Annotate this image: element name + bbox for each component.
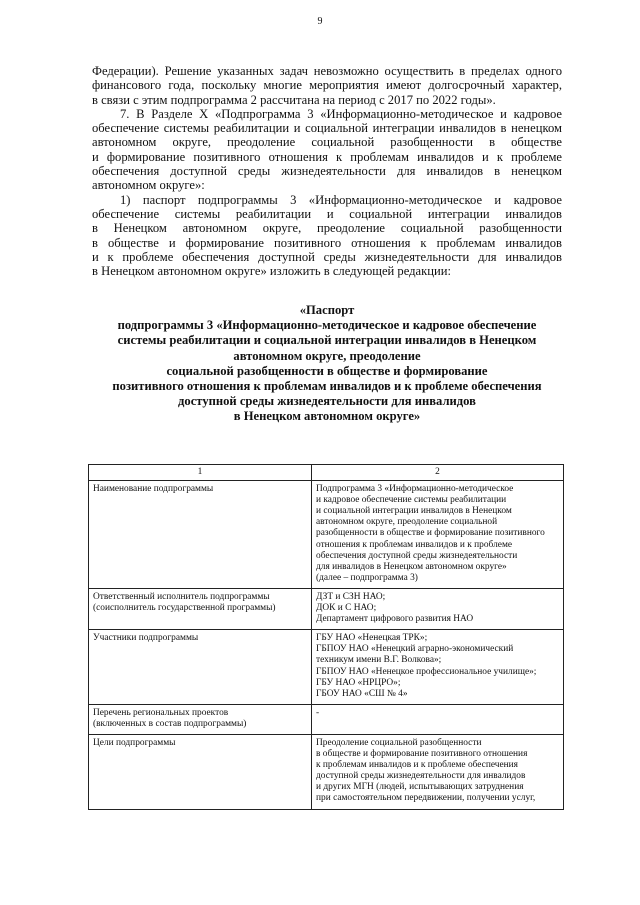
table-header-col-1: 1 <box>89 465 312 481</box>
table-body <box>89 481 564 809</box>
text-line: в Ненецком автономном округе» изложить в следующей редакции: <box>92 264 451 279</box>
passport-heading-line: в Ненецком автономном округе» <box>233 409 421 424</box>
text-line: обеспечение системы реабилитации и социальной интеграции инвалидов в ненецком <box>92 121 562 136</box>
passport-table <box>88 464 564 810</box>
row-label-line: (соисполнитель государственной программы) <box>93 603 276 614</box>
paragraph <box>92 64 562 107</box>
row-label-cell <box>89 588 312 629</box>
text-line: автономном округе, преодоление социальной разобщенности в обществе <box>92 135 562 150</box>
row-value-cell <box>312 481 564 589</box>
row-value-line: Департамент цифрового развития НАО <box>316 614 474 625</box>
text-line: в обществе и формирование позитивного отношения к проблемам инвалидов <box>92 235 562 250</box>
row-label-cell <box>89 630 312 705</box>
passport-heading-line: системы реабилитации и социальной интеграции инвалидов в Ненецком <box>117 333 537 348</box>
row-value-line: Преодоление социальной разобщенности <box>316 737 482 748</box>
row-value-line: доступной среды жизнедеятельности для инвалидов <box>316 771 526 782</box>
passport-heading-line: позитивного отношения к проблемам инвалидов и к проблеме обеспечения <box>112 379 542 394</box>
row-label-cell <box>89 704 312 734</box>
row-label-line: Цели подпрограммы <box>93 737 176 748</box>
row-value-line: обеспечения доступной среды жизнедеятельности <box>316 550 518 561</box>
row-value-line: - <box>316 707 320 718</box>
text-line: в Ненецком автономном округе, преодоление социальной разобщенности <box>92 221 562 236</box>
row-label-line: Участники подпрограммы <box>93 633 199 644</box>
row-value-line: отношения к проблемам инвалидов и к проблеме <box>316 539 513 550</box>
table-row <box>89 588 564 629</box>
row-value-line: ДОК и С НАО; <box>316 603 377 614</box>
row-value-line: Подпрограмма 3 «Информационно-методическое <box>316 484 514 495</box>
row-value-cell <box>312 734 564 809</box>
table-row <box>89 704 564 734</box>
row-value-line: в обществе и формирование позитивного отношения <box>316 749 528 760</box>
row-label-line: Перечень региональных проектов <box>93 707 229 718</box>
passport-heading-line: доступной среды жизнедеятельности для инвалидов <box>178 394 476 409</box>
passport-heading-line: подпрограммы 3 «Информационно-методическое и кадровое обеспечение <box>117 318 537 333</box>
table-header-col-2: 2 <box>312 465 564 481</box>
text-line: обеспечение системы реабилитации и социальной интеграции инвалидов <box>92 206 562 221</box>
row-value-line: ГБУ НАО «Ненецкая ТРК»; <box>316 633 428 644</box>
passport-heading-line: «Паспорт <box>299 303 355 317</box>
text-line: Федерации). Решение указанных задач невозможно осуществить в пределах одного <box>92 64 562 78</box>
row-value-line: техникум имени В.Г. Волкова»; <box>316 655 442 666</box>
row-value-line: ГБУ НАО «НРЦРО»; <box>316 677 401 688</box>
paragraph <box>92 193 562 279</box>
row-value-cell <box>312 704 564 734</box>
table-row <box>89 481 564 589</box>
text-line: в связи с этим подпрограмма 2 рассчитана на период с 2017 по 2022 годы». <box>92 92 496 107</box>
row-value-line: (далее – подпрограмма 3) <box>316 572 418 583</box>
text-line: автономном округе»: <box>92 178 205 193</box>
passport-heading <box>92 303 562 425</box>
row-value-line: к проблемам инвалидов и к проблеме обеспечения <box>316 760 518 771</box>
row-value-line: и социальной интеграции инвалидов в Ненецком <box>316 506 512 517</box>
page-number: 9 <box>317 16 323 27</box>
row-value-line: и других МГН (людей, испытывающих затруднения <box>316 782 524 793</box>
row-value-cell <box>312 630 564 705</box>
text-line: и к проблеме обеспечения доступной среды жизнедеятельности для инвалидов <box>92 249 562 264</box>
text-line: обеспечения доступной среды жизнедеятельности для инвалидов в ненецком <box>92 164 562 179</box>
passport-heading-line: автономном округе, преодоление <box>233 348 421 363</box>
text-line: 7. В Разделе X «Подпрограмма 3 «Информационно-методическое и кадровое <box>120 106 562 121</box>
row-label-cell <box>89 734 312 809</box>
table-header-row <box>89 465 564 481</box>
row-label-line: Наименование подпрограммы <box>93 484 214 495</box>
row-value-line: ДЗТ и СЗН НАО; <box>316 591 386 602</box>
text-line: и формирование позитивного отношения к проблемам инвалидов и к проблеме <box>92 149 562 164</box>
passport-heading-line: социальной разобщенности в обществе и формирование <box>166 363 488 378</box>
row-value-line: для инвалидов в Ненецком автономном округе» <box>316 561 507 572</box>
row-value-line: ГБОУ НАО «СШ № 4» <box>316 688 408 699</box>
row-value-cell <box>312 588 564 629</box>
row-value-line: автономном округе, преодоление социальной <box>316 517 498 528</box>
table-row <box>89 630 564 705</box>
row-label-line: Ответственный исполнитель подпрограммы <box>93 591 270 602</box>
row-value-line: и кадровое обеспечение системы реабилитации <box>316 495 507 506</box>
row-label-line: (включенных в состав подпрограммы) <box>93 718 247 729</box>
row-value-line: ГБПОУ НАО «Ненецкий аграрно-экономический <box>316 644 514 655</box>
text-line: 1) паспорт подпрограммы 3 «Информационно-методическое и кадровое <box>120 192 562 207</box>
row-label-cell <box>89 481 312 589</box>
row-value-line: ГБПОУ НАО «Ненецкое профессиональное училище»; <box>316 666 537 677</box>
paragraph <box>92 107 562 193</box>
row-value-line: разобщенности в обществе и формирование позитивного <box>316 528 545 539</box>
row-value-line: при самостоятельном передвижении, получении услуг, <box>316 793 536 804</box>
text-line: финансового года, поскольку многие мероприятия имеют долгосрочный характер, <box>92 78 562 93</box>
body-text <box>92 64 562 278</box>
table-row <box>89 734 564 809</box>
